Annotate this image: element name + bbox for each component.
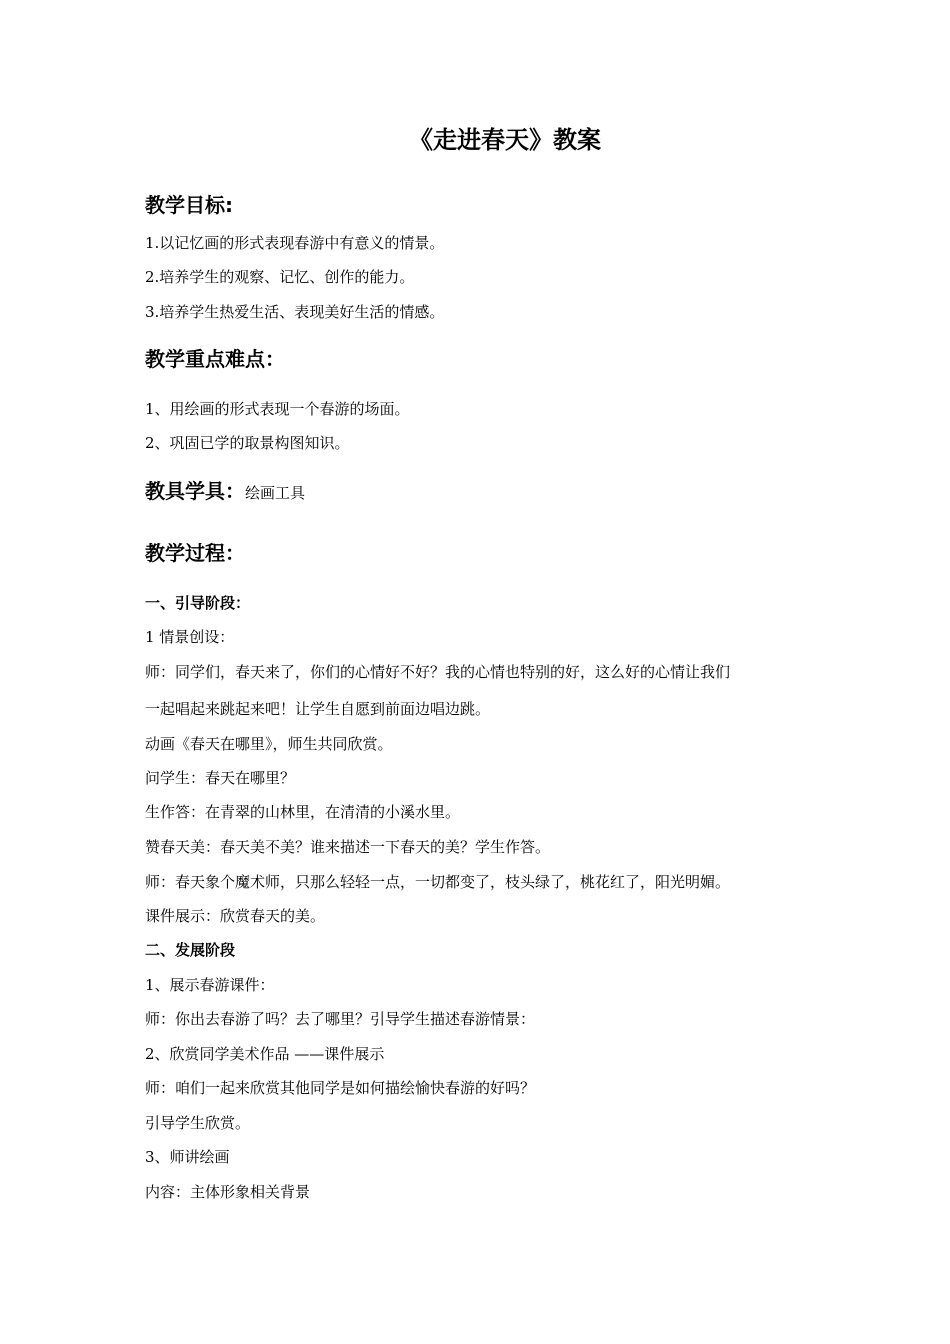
stage1-line: 动画《春天在哪里》，师生共同欣赏。: [145, 735, 393, 753]
materials-row: [145, 476, 305, 508]
objective-item: 2.培养学生的观察、记忆、创作的能力。: [145, 268, 415, 286]
stage1-line: 生作答：在青翠的山林里，在清清的小溪水里。: [145, 803, 461, 821]
stage2-line: 师：你出去春游了吗？去了哪里？引导学生描述春游情景：: [145, 1010, 536, 1028]
objectives-heading: 教学目标:: [145, 193, 233, 217]
document-title: 《走进春天》教案: [409, 126, 601, 154]
process-heading: 教学过程：: [145, 541, 245, 565]
stage1-line: 师：同学们，春天来了，你们的心情好不好？我的心情也特别的好，这么好的心情让我们: [145, 663, 731, 681]
stage1-line: 1 情景创设：: [145, 628, 235, 646]
stage2-line: 师：咱们一起来欣赏其他同学是如何描绘愉快春游的好吗？: [145, 1079, 536, 1097]
materials-heading: 教具学具：: [145, 479, 245, 503]
objective-item: 3.培养学生热爱生活、表现美好生活的情感。: [145, 303, 445, 321]
objective-item: 1.以记忆画的形式表现春游中有意义的情景。: [145, 234, 445, 252]
stage1-line: 赞春天美：春天美不美？谁来描述一下春天的美？学生作答。: [145, 838, 551, 856]
stage2-line: 2、欣赏同学美术作品 ——课件展示: [145, 1045, 385, 1063]
stage1-line: 课件展示：欣赏春天的美。: [145, 907, 326, 925]
stage2-heading: 二、发展阶段: [145, 941, 236, 959]
materials-value: 绘画工具: [245, 484, 306, 502]
stage1-heading: 一、引导阶段：: [145, 594, 251, 612]
stage2-line: 1、展示春游课件：: [145, 976, 275, 994]
stage2-line: 内容：主体形象相关背景: [145, 1183, 311, 1201]
stage1-line: 一起唱起来跳起来吧！让学生自愿到前面边唱边跳。: [145, 700, 491, 718]
key-point-item: 1、用绘画的形式表现一个春游的场面。: [145, 400, 410, 418]
stage1-line: 师：春天象个魔术师，只那么轻轻一点，一切都变了，枝头绿了，桃花红了，阳光明媚。: [145, 873, 731, 891]
stage1-line: 问学生：春天在哪里？: [145, 769, 296, 787]
stage2-line: 引导学生欣赏。: [145, 1114, 251, 1132]
stage2-line: 3、师讲绘画: [145, 1148, 230, 1166]
key-point-item: 2、巩固已学的取景构图知识。: [145, 434, 350, 452]
key-points-heading: 教学重点难点：: [145, 347, 285, 371]
